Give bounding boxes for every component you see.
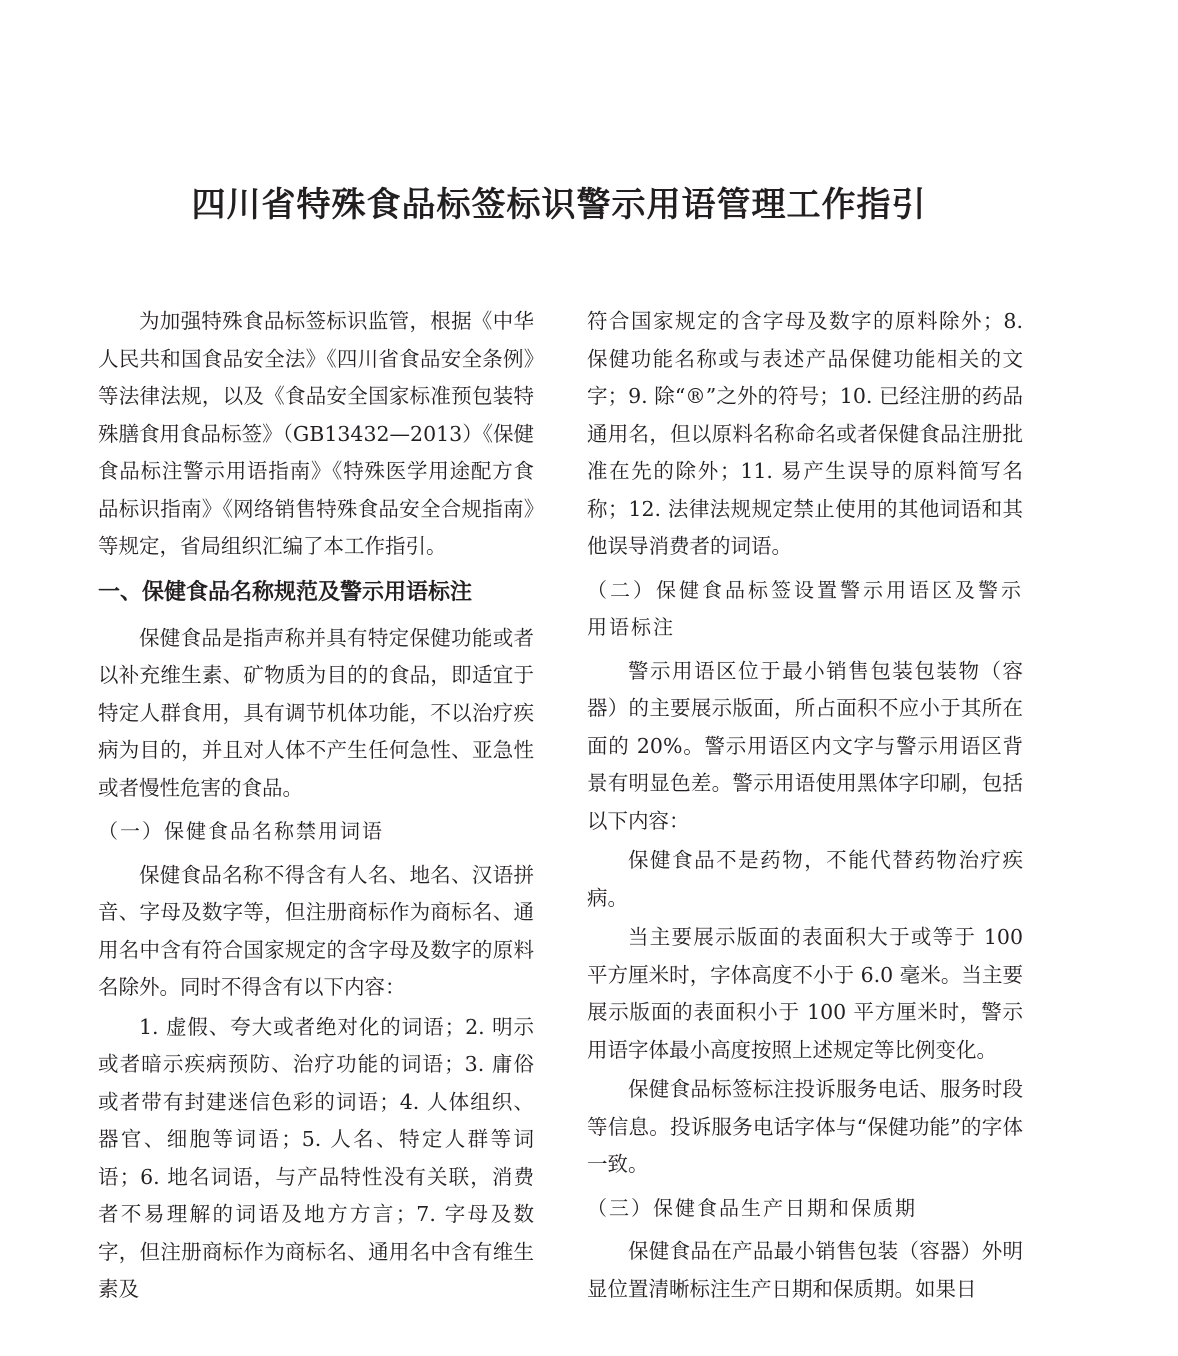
continued-paragraph: 符合国家规定的含字母及数字的原料除外；8. 保健功能名称或与表述产品保健功能相关的文字；9. 除“®”之外的符号；10. 已经注册的药品通用名，但以原料名称命名或者保健食品注册批准在先的除外；11. 易产生误导的原料简写名称；12. 法律法规规定禁止使用的其他词语和其他误导消费者的词语。 xyxy=(587,309,1023,558)
sub1-paragraph-2: 1. 虚假、夸大或者绝对化的词语；2. 明示或者暗示疾病预防、治疗功能的词语；3. 庸俗或者带有封建迷信色彩的词语；4. 人体组织、器官、细胞等词语；5. 人名、特定人群等词语；6. 地名词语，与产品特性没有关联，消费者不易理解的词语及地方方言；7. 字母及数字，但注册商标作为商标名、通用名中含有维生素及 xyxy=(98,1014,534,1301)
sub2-paragraph-3: 当主要展示版面的表面积大于或等于 100 平方厘米时，字体高度不小于 6.0 毫米。当主要展示版面的表面积小于 100 平方厘米时，警示用语字体最小高度按照上述规定等比例变化。 xyxy=(587,925,1023,1062)
sub1-heading: （一）保健食品名称禁用词语 xyxy=(98,819,384,843)
sub2-paragraph-1: 警示用语区位于最小销售包装包装物（容器）的主要展示版面，所占面积不应小于其所在面的 20%。警示用语区内文字与警示用语区背景有明显色差。警示用语使用黑体字印刷，包括以下内容： xyxy=(587,658,1023,833)
sub3-paragraph-1: 保健食品在产品最小销售包装（容器）外明显位置清晰标注生产日期和保质期。如果日 xyxy=(587,1239,1023,1301)
sub2-heading: （二）保健食品标签设置警示用语区及警示用语标注 xyxy=(587,577,1023,639)
left-column xyxy=(98,303,534,1311)
sub2-paragraph-2: 保健食品不是药物，不能代替药物治疗疾病。 xyxy=(587,848,1023,910)
intro-paragraph: 为加强特殊食品标签标识监管，根据《中华人民共和国食品安全法》《四川省食品安全条例》等法律法规，以及《食品安全国家标准预包装特殊膳食用食品标签》（GB13432—2013）《保健食品标注警示用语指南》《特殊医学用途配方食品标识指南》《网络销售特殊食品安全合规指南》等规定，省局组织汇编了本工作指引。 xyxy=(98,309,534,558)
sub2-paragraph-4: 保健食品标签标注投诉服务电话、服务时段等信息。投诉服务电话字体与“保健功能”的字体一致。 xyxy=(587,1077,1023,1176)
section1-paragraph: 保健食品是指声称并具有特定保健功能或者以补充维生素、矿物质为目的的食品，即适宜于特定人群食用，具有调节机体功能，不以治疗疾病为目的，并且对人体不产生任何急性、亚急性或者慢性危害的食品。 xyxy=(98,625,534,800)
sub1-paragraph-1: 保健食品名称不得含有人名、地名、汉语拼音、字母及数字等，但注册商标作为商标名、通用名中含有符合国家规定的含字母及数字的原料名除外。同时不得含有以下内容： xyxy=(98,862,534,999)
page-title: 四川省特殊食品标签标识警示用语管理工作指引 xyxy=(191,185,927,225)
section1-heading: 一、保健食品名称规范及警示用语标注 xyxy=(98,579,473,605)
right-column xyxy=(587,303,1023,1310)
sub3-heading: （三）保健食品生产日期和保质期 xyxy=(587,1195,917,1220)
